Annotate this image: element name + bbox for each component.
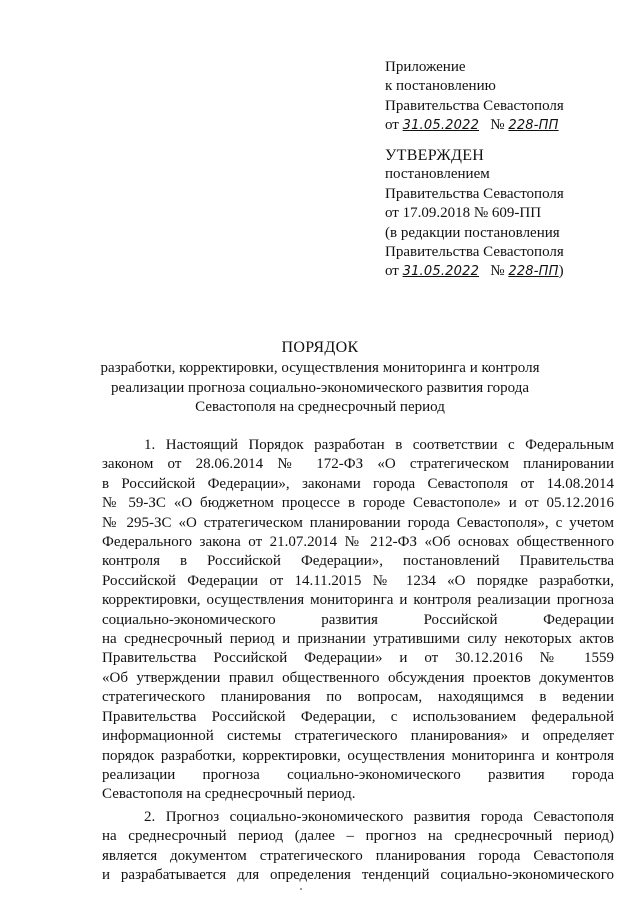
appendix-line: к постановлению — [385, 78, 496, 95]
appendix-line: Приложение — [385, 59, 466, 75]
paragraph-1 — [102, 436, 614, 805]
title-line: Севастополя на среднесрочный период — [195, 399, 445, 416]
paragraph-line: Севастополя на среднесрочный период. — [102, 786, 356, 803]
paragraph-line: контроля в Российской Федерации», постановлений Правительства — [102, 553, 614, 570]
paragraph-line: на среднесрочный период (далее – прогноз на среднесрочный период) — [102, 828, 614, 845]
approval-line: (в редакции постановления — [385, 224, 560, 241]
appendix-line: Правительства Севастополя — [385, 97, 564, 114]
closing-paren: ) — [558, 263, 564, 280]
document-body — [102, 436, 614, 885]
approval-date-line — [385, 262, 625, 281]
date-prefix: от — [385, 263, 399, 280]
handwritten-number: 228-ПП — [508, 118, 559, 134]
paragraph-line: реализации прогноза социально-экономического развития города — [102, 766, 614, 783]
paragraph-line: на среднесрочный период и признании утратившими силу некоторых актов — [102, 631, 614, 648]
number-prefix: № — [490, 263, 505, 280]
approval-line: от 17.09.2018 № 609-ПП — [385, 205, 542, 222]
paragraph-line: Российской Федерации от 14.11.2015 № 1234 «О порядке разработки, — [102, 572, 614, 589]
handwritten-date: 31.05.2022 — [402, 264, 480, 280]
paragraph-line: 1. Настоящий Порядок разработан в соответствии с Федеральным — [144, 437, 614, 453]
paragraph-line: № 295-ЗС «О стратегическом планировании города Севастополя», с учетом — [102, 514, 614, 531]
paragraph-line: порядок разработки, корректировки, осуществления мониторинга и контроля — [102, 747, 614, 764]
paragraph-line: Федерального закона от 21.07.2014 № 212-ФЗ «Об основах общественного — [102, 534, 614, 551]
paragraph-line: является документом стратегического планирования города Севастополя — [102, 847, 614, 864]
title-line: разработки, корректировки, осуществления мониторинга и контроля — [100, 360, 540, 377]
number-prefix: № — [490, 117, 505, 134]
paragraph-line: 2. Прогноз социально-экономического развития города Севастополя — [144, 808, 614, 825]
approval-heading: УТВЕРЖДЕН — [385, 147, 485, 164]
handwritten-number: 228-ПП — [508, 264, 559, 280]
handwritten-date: 31.05.2022 — [402, 118, 480, 134]
paragraph-line: и разрабатывается для определения тенденций социально-экономического — [102, 866, 614, 883]
document-title — [100, 338, 540, 418]
title-main: ПОРЯДОК — [281, 339, 359, 356]
paragraph-line: Правительства Российской Федерации» и от 30.12.2016 № 1559 — [102, 650, 614, 667]
paragraph-line: «Об утверждении правил общественного обсуждения проектов документов — [102, 669, 614, 686]
approval-line: Правительства Севастополя — [385, 244, 564, 261]
paragraph-2 — [102, 808, 614, 886]
paragraph-line: корректировки, осуществления мониторинга и контроля реализации прогноза — [102, 592, 614, 609]
appendix-block — [385, 58, 625, 136]
date-prefix: от — [385, 117, 399, 134]
approval-block — [385, 146, 625, 282]
appendix-date-line — [385, 116, 625, 135]
paragraph-line: № 59-ЗС «О бюджетном процессе в городе Севастополе» и от 05.12.2016 — [102, 495, 614, 512]
scan-speck — [300, 888, 302, 890]
approval-line: Правительства Севастополя — [385, 185, 564, 202]
paragraph-line: стратегического планирования по вопросам, находящимся в ведении — [102, 689, 614, 706]
paragraph-line: информационной системы стратегического планирования» и определяет — [102, 728, 614, 745]
title-line: реализации прогноза социально-экономического развития города — [110, 379, 530, 396]
paragraph-line: Правительства Российской Федерации, с использованием федеральной — [102, 708, 614, 725]
paragraph-line: законом от 28.06.2014 № 172-ФЗ «О стратегическом планировании — [102, 456, 614, 473]
approval-line: постановлением — [385, 166, 490, 183]
paragraph-line: социально-экономического развития Российской Федерации — [102, 611, 614, 628]
paragraph-line: в Российской Федерации», законами города Севастополя от 14.08.2014 — [102, 475, 614, 492]
